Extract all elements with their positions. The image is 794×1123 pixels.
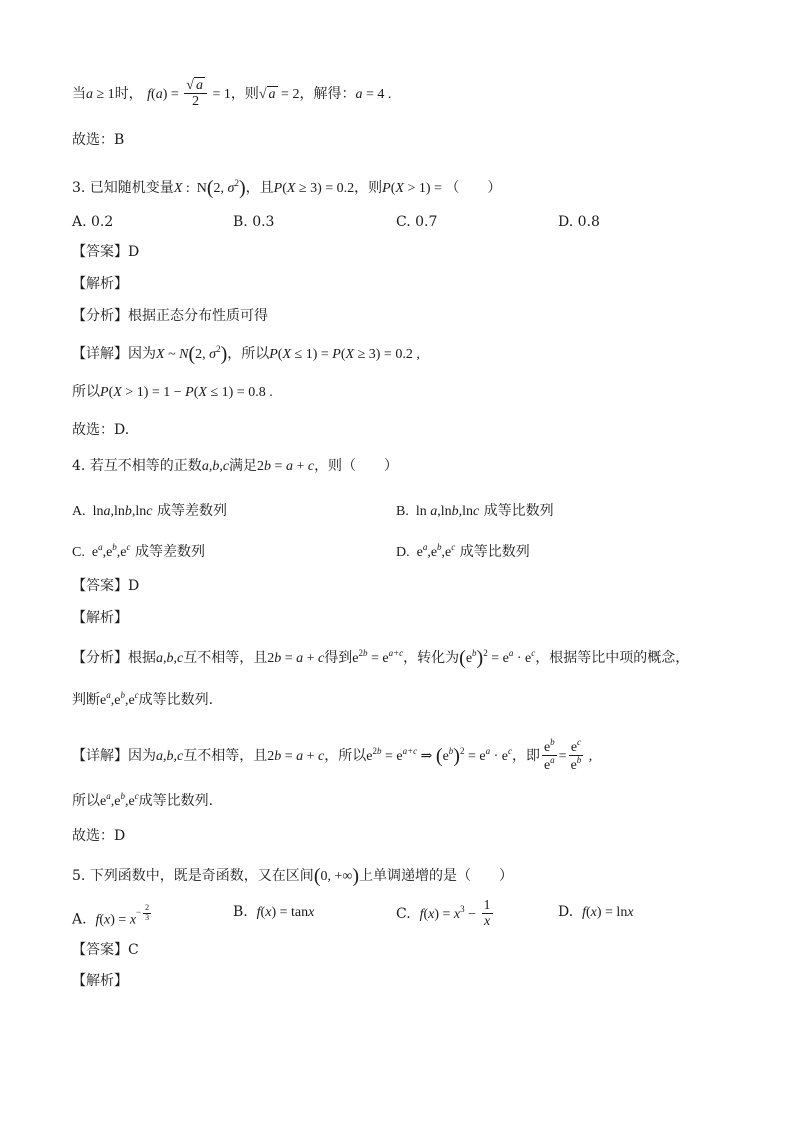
q5-option-c[interactable]: C. $f(x) = x^3$ − $\frac{1}{x}$ [396, 898, 491, 930]
q3-option-d[interactable]: D. 0.8 [558, 214, 600, 230]
fraction: $\frac{1}{x}$ [483, 898, 491, 930]
q2-text: ，解得： [299, 85, 356, 102]
q2-answer: 故选：B [72, 132, 125, 148]
q5-option-d[interactable]: D. f(x) = lnx [558, 904, 634, 920]
q3-fenxi: 【分析】根据正态分布性质可得 [72, 308, 268, 324]
q2-text: ，则 [230, 85, 259, 102]
q2-solution-line: 当a ≥ 1时， f(a) = $\frac{√ a}{2}$ = 1，则√ a = 2，解得：a = 4 . [72, 78, 392, 110]
fraction: $\frac{e^c}{e^b}$ [570, 737, 582, 774]
q4-analysis-label: 【解析】 [72, 610, 128, 626]
q4-option-b[interactable]: B. ln a,lnb,lnc 成等比数列 [396, 503, 554, 519]
q5-option-b[interactable]: B. f(x) = tanx [233, 904, 315, 920]
q2-text: 时， [114, 85, 143, 102]
q4-option-c[interactable]: C. $e^a,e^b,e^c$ 成等差数列 [72, 542, 205, 560]
q3-option-a[interactable]: A. 0.2 [72, 214, 114, 230]
q5-option-a[interactable]: A. $f(x) = x^{- \frac{2}{3}}$ [72, 903, 150, 928]
q3-stem: 3. 已知随机变量X : N(2, $\sigma^2$)，且P(X ≥ 3) = 0.2，则P(X > 1) = （ ） [72, 177, 502, 199]
q3-choose: 故选：D. [72, 422, 130, 438]
q3-conclusion: 所以P(X > 1) = 1 − P(X ≤ 1) = 0.8 . [72, 384, 273, 400]
fraction: $\frac{√ a}{2}$ [184, 78, 207, 110]
q3-analysis-label: 【解析】 [72, 276, 128, 292]
q5-stem: 5. 下列函数中，既是奇函数，又在区间(0, +∞)上单调递增的是（ ） [72, 865, 514, 887]
q4-detail: 【详解】因为a,b,c互不相等，且2b = a + c，所以$e^{2b} = e^{a+c}$ ⇒ $(e^b)^2 = e^a \cdot e^c$，即 $\frac{e^b}{e^a}$ = $\frac{e^c}{e^b}$ , [72, 737, 593, 774]
q2-text: 当 [72, 85, 86, 102]
q4-conclusion: 所以$e^a,e^b,e^c$成等比数列. [72, 791, 214, 809]
q4-fenxi: 【分析】根据a,b,c互不相等，且2b = a + c得到$e^{2b} = e^{a+c}$，转化为$(e^b)^2 = e^a \cdot e^c$，根据等比中项的概念， [72, 647, 690, 669]
fraction: $\frac{e^b}{e^a}$ [543, 737, 555, 774]
q4-answer: 【答案】D [72, 578, 140, 594]
q4-choose: 故选：D [72, 828, 126, 844]
q5-analysis-label: 【解析】 [72, 973, 128, 989]
q3-option-b[interactable]: B. 0.3 [233, 214, 275, 230]
q3-option-c[interactable]: C. 0.7 [396, 214, 438, 230]
q5-answer: 【答案】C [72, 942, 139, 958]
q4-judge: 判断$e^a,e^b,e^c$成等比数列. [72, 690, 214, 708]
q4-option-a[interactable]: A. lna,lnb,lnc 成等差数列 [72, 503, 227, 519]
q3-answer: 【答案】D [72, 244, 140, 260]
q4-option-d[interactable]: D. $e^a,e^b,e^c$ 成等比数列 [396, 542, 530, 560]
q3-detail: 【详解】因为X ~ N(2, $\sigma^2$)，所以P(X ≤ 1) = P(X ≥ 3) = 0.2 , [72, 343, 420, 365]
q4-stem: 4. 若互不相等的正数a,b,c满足2b = a + c，则（ ） [72, 458, 399, 474]
